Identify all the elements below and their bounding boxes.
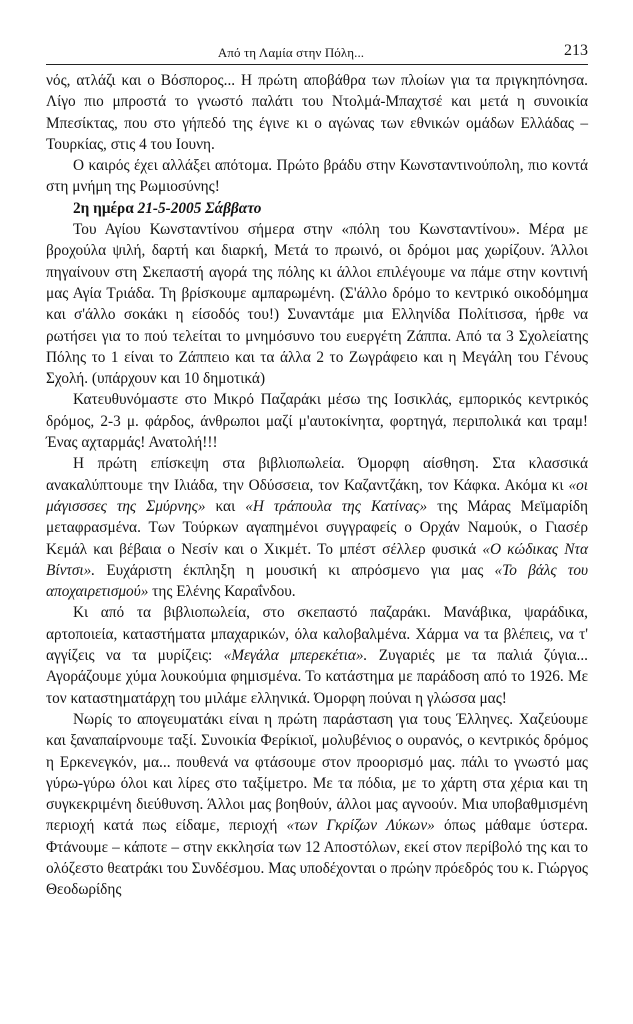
quoted-phrase: «των Γκρίζων Λύκων»: [286, 817, 435, 835]
page-number: 213: [564, 42, 588, 59]
text-run: της Ελένης Καραΐνδου.: [148, 583, 296, 601]
text-run: Ευχάριστη έκπληξη η μουσική κι απρόσμενο για μας: [95, 561, 495, 579]
paragraph: [46, 453, 588, 602]
quoted-phrase: «Μεγάλα μπερεκέτια».: [223, 647, 368, 665]
body-text: [46, 70, 588, 901]
paragraph: Κατευθυνόμαστε στο Μικρό Παζαράκι μέσω της Ιοσικλάς, εμπορικός κεντρικός δρόμος, 2-3 μ. φάρδος, άνθρωποι μαζί μ'αυτοκίνητα, φορτηγά, περιπολικά και τραμ! Ένας αχταρμάς! Ανατολή!!!: [46, 391, 588, 452]
paragraph: [46, 602, 588, 708]
paragraph: Ο καιρός έχει αλλάξει απότομα. Πρώτο βράδυ στην Κωνσταντινούπολη, πιο κοντά στη μνήμη της Ρωμιοσύνης!: [46, 157, 588, 196]
text-run: της Μάρας Μεϊμαρίδη μεταφρασμένα. Των Τούρκων αγαπημένοι συγγραφείς ο Ορχάν Ναμούκ, ο Γιασέρ Κεμάλ και βέβαια ο Νεσίν και ο Χικμέτ. Το μπέστ σέλλερ φυσικά: [46, 497, 588, 558]
text-run: Η πρώτη επίσκεψη στα βιβλιοπωλεία. Όμορφη αίσθηση. Στα κλασσικά ανακαλύπτουμε την Ιλιάδα, την Οδύσσεια, τον Καζαντζάκη, τον Κάφκα. Ακόμα κι: [46, 455, 588, 494]
text-run: Ζυγαριές με τα παλιά ζύγια... Αγοράζουμε χύμα λουκούμια φημισμένα. Το κατάστημα με παράδοση από το 1926. Με τον καταστηματάρχη του μιλάμε ελληνικά. Όμορφη πούναι η γλώσσα μας!: [46, 647, 588, 707]
text-run: όπως μάθαμε ύστερα. Φτάνουμε – κάποτε – στην εκκλησία των 12 Αποστόλων, εκεί στον περίβολό της και το ολόζεστο θεατράκι του Συνδέσμου. Μας υποδέχονται ο πρώην πρόεδρός του κ. Γιώργος Θεοδωρίδης: [46, 817, 588, 899]
text-run: και: [205, 497, 246, 515]
running-header: [46, 42, 588, 65]
section-heading: [46, 198, 588, 219]
book-title: «Η τράπουλα της Κατίνας»: [245, 497, 428, 515]
paragraph-continued: νός, ατλάζι και ο Βόσπορος... Η πρώτη αποβάθρα των πλοίων για τα πριγκηπόνησα. Λίγο πιο μπροστά το γνωστό παλάτι του Ντολμά-Μπαχτσέ και μετά η συνοικία Μπεσίκτας, που στο γήπεδό της έγινε κι ο αγώνας των εθνικών ομάδων Ελλάδας – Τουρκίας, στις 4 του Ιουνη.: [46, 72, 588, 153]
book-title: «Το βάλς του αποχαιρετισμού»: [46, 561, 588, 601]
text-run: Νωρίς το απογευματάκι είναι η πρώτη παράσταση για τους Έλληνες. Χαζεύουμε και ξαναπαίρνουμε ταξί. Συνοικία Φερίκιοϊ, μολυβένιος ο ουρανός, ο κεντρικός δρόμος η Ερκενεγκόν, μα... πουθενά να φτάσουμε στον προορισμό μας. πάλι το γνωστό μας γύρω-γύρω όλοι και λίρες στο ταξίμετρο. Με τα πόδια, με το χάρτη στα χέρια και τη συγκεκριμένη διεύθυνση. Άλλοι μας βοηθούν, άλλοι μας αγνοούν. Μια υποβαθμισμένη περιοχή κατά πως είδαμε, περιοχή: [46, 710, 588, 835]
heading-day: 2η ημέρα: [73, 199, 134, 217]
running-title: Από τη Λαμία στην Πόλη...: [217, 45, 365, 60]
heading-date: 21-5-2005 Σάββατο: [137, 199, 262, 217]
text-run: Κι από τα βιβλιοπωλεία, στο σκεπαστό παζαράκι. Μανάβικα, ψαράδικα, αρτοποιεία, καταστήματα μπαχαρικών, όλα καλοβαλμένα. Χάρμα να τα βλέπεις, να τ' αγγίζεις να τα μυρίζεις:: [46, 604, 588, 665]
paragraph: [46, 709, 588, 901]
book-title: «οι μάγισσσες της Σμύρνης»: [46, 476, 588, 515]
book-title: «Ο κώδικας Ντα Βίντσι».: [46, 540, 588, 579]
paragraph: Του Αγίου Κωνσταντίνου σήμερα στην «πόλη του Κωνσταντίνου». Μέρα με βροχούλα ψιλή, δαρτή και διαρκή, Μετά το πρωινό, οι δρόμοι μας χωρίζουν. Άλλοι πηγαίνουν στη Σκεπαστή αγορά της πόλης κι άλλοι επιλέγουμε να πάμε στην κοντινή μας Αγία Τριάδα. Τη βρίσκουμε αμπαρωμένη. (Σ'άλλο δρόμο το κεντρικό οικοδόμημα και σ'άλλο σοκάκι η είσοδός του!) Συναντάμε μια Ελληνίδα Πολίτισσα, ήρθε να ρωτήσει για το πού τελείται το μνημόσυνο του ευεργέτη Ζάππα. Από τα 3 Σχολείατης Πόλης το 1 είναι το Ζάππειο και τα άλλα 2 το Ζωγράφειο και η Μεγάλη του Γένους Σχολή. (υπάρχουν και 10 δημοτικά): [46, 221, 588, 388]
